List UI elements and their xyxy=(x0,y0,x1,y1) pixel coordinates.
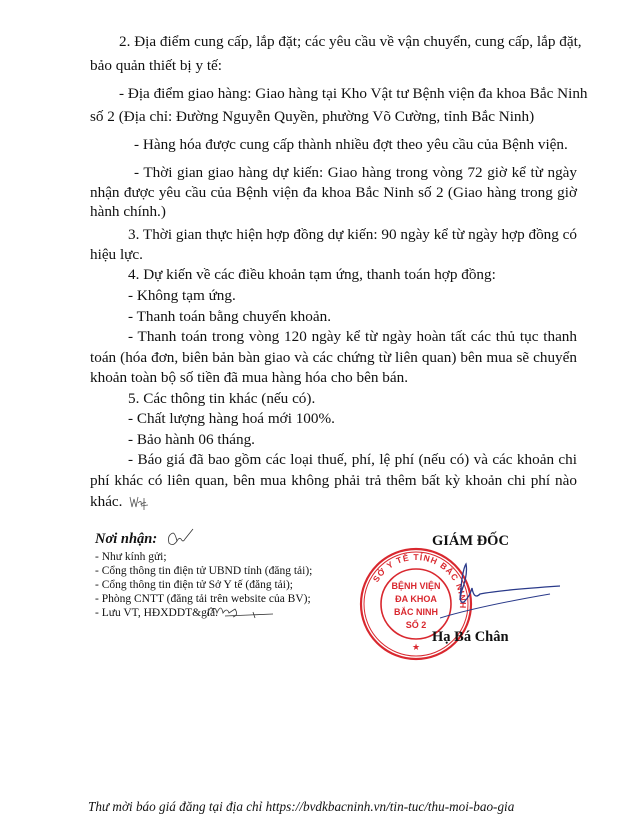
recipients-title: Nơi nhận: xyxy=(95,531,158,547)
recipient-initials-icon xyxy=(165,527,195,549)
stamp-star-icon: ★ xyxy=(411,642,421,652)
quality: - Chất lượng hàng hoá mới 100%. xyxy=(128,410,335,427)
bank-transfer: - Thanh toán bằng chuyển khoản. xyxy=(128,308,332,325)
quote-inclusion-line3: khác. xyxy=(90,493,123,510)
recipient-item: - Phòng CNTT (đăng tải trên website của BV); xyxy=(95,593,311,605)
recipient-item: - Cổng thông tin điện tử UBND tỉnh (đăng tải); xyxy=(95,565,313,577)
stamp-line-1: BỆNH VIỆN xyxy=(391,581,441,591)
delivery-time-line3: hành chính.) xyxy=(90,203,166,220)
section-5-heading: 5. Các thông tin khác (nếu có). xyxy=(128,390,316,407)
footer-note: Thư mời báo giá đăng tại địa chỉ https://bvdkbacninh.vn/tin-tuc/thu-moi-bao-gia xyxy=(88,799,515,814)
initials-mark-icon xyxy=(128,493,150,511)
recipient-item: - Cổng thông tin điện tử Sở Y tế (đăng tải); xyxy=(95,579,293,591)
section-2-heading-line2: bảo quản thiết bị y tế: xyxy=(90,57,223,74)
stamp-line-4: SỐ 2 xyxy=(405,620,427,630)
recipient-item: - Như kính gửi; xyxy=(95,551,167,563)
stamp-line-3: BẮC NINH xyxy=(394,607,438,617)
recipient-item: - Lưu VT, HĐXDDT&giá. xyxy=(95,607,219,619)
stamp-outer-text: SỞ Y TẾ TỈNH BẮC NINH xyxy=(370,551,469,610)
warranty: - Bảo hành 06 tháng. xyxy=(128,431,255,448)
payment-term-line3: khoản toàn bộ số tiền đã mua hàng hóa cho bên bán. xyxy=(90,369,409,386)
svg-text:SỞ Y TẾ TỈNH BẮC NINH xyxy=(371,551,468,609)
delivery-batches: - Hàng hóa được cung cấp thành nhiều đợt theo yêu cầu của Bệnh viện. xyxy=(134,136,568,153)
delivery-time-line2: nhận được yêu cầu của Bệnh viện đa khoa Bắc Ninh số 2 (Giao hàng trong giờ xyxy=(90,184,577,201)
section-2-heading-line1: 2. Địa điểm cung cấp, lắp đặt; các yêu cầu về vận chuyển, cung cấp, lắp đặt, xyxy=(119,33,582,50)
payment-term-line2: toán (hóa đơn, biên bản bàn giao và các chứng từ liên quan) bên mua sẽ chuyển xyxy=(90,349,577,366)
quote-inclusion-line2: phí khác có liên quan, bên mua không phải trả thêm bất kỳ khoản chi phí nào xyxy=(90,472,577,489)
section-3-line2: hiệu lực. xyxy=(90,246,143,263)
delivery-location-line2: số 2 (Địa chỉ: Đường Nguyễn Quyền, phường Võ Cường, tỉnh Bắc Ninh) xyxy=(90,108,535,125)
delivery-location-line1: - Địa điểm giao hàng: Giao hàng tại Kho Vật tư Bệnh viện đa khoa Bắc Ninh xyxy=(119,85,588,102)
quote-inclusion-line1: - Báo giá đã bao gồm các loại thuế, phí, lệ phí (nếu có) và các khoản chi xyxy=(128,451,577,468)
director-name: Hạ Bá Chân xyxy=(432,629,509,645)
director-title: GIÁM ĐỐC xyxy=(432,533,509,549)
section-3-line1: 3. Thời gian thực hiện hợp đồng dự kiến: 90 ngày kể từ ngày hợp đồng có xyxy=(128,226,577,243)
delivery-time-line1: - Thời gian giao hàng dự kiến: Giao hàng trong vòng 72 giờ kể từ ngày xyxy=(134,164,577,181)
stamp-line-2: ĐA KHOA xyxy=(395,594,437,604)
payment-term-line1: - Thanh toán trong vòng 120 ngày kể từ ngày hoàn tất các thủ tục thanh xyxy=(128,328,577,345)
section-4-heading: 4. Dự kiến về các điều khoản tạm ứng, thanh toán hợp đồng: xyxy=(128,266,496,283)
director-signature xyxy=(440,560,570,620)
no-advance: - Không tạm ứng. xyxy=(128,287,236,304)
